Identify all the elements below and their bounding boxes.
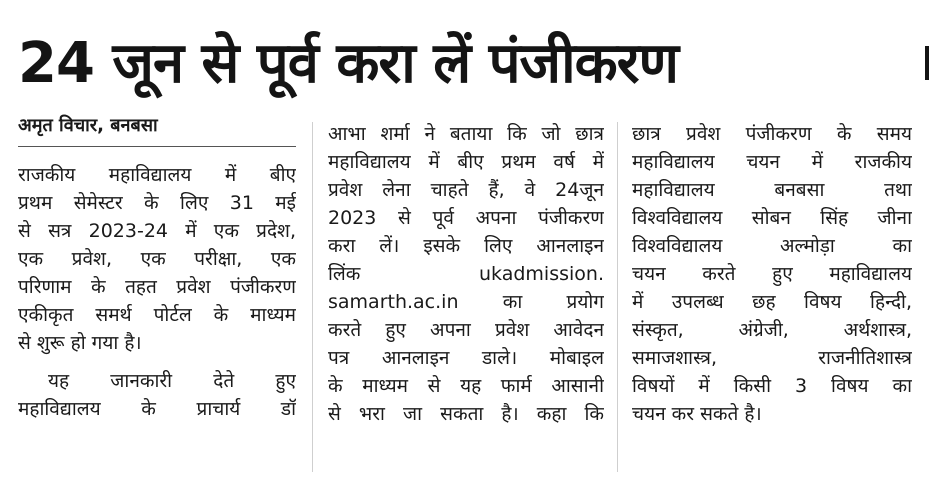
margin-mark — [925, 46, 929, 80]
text-line: महाविद्यालय के प्राचार्य डॉ — [18, 398, 296, 420]
text-line: संस्कृत, अंग्रेजी, अर्थशास्त्र, — [632, 319, 912, 341]
text-line: महाविद्यालय चयन में राजकीय — [632, 151, 912, 173]
article-column-2 — [328, 120, 604, 428]
text-line: के माध्यम से यह फार्म आसानी — [328, 375, 604, 397]
text-line: चयन करते हुए महाविद्यालय — [632, 263, 912, 285]
paragraph-gap — [18, 357, 296, 367]
article-column-1 — [18, 112, 296, 423]
text-line: परिणाम के तहत प्रवेश पंजीकरण — [18, 276, 296, 298]
text-line: से शुरू हो गया है। — [18, 332, 142, 354]
text-line: चयन कर सकते है। — [632, 403, 762, 425]
text-line: यह जानकारी देते हुए — [48, 370, 296, 392]
text-line: छात्र प्रवेश पंजीकरण के समय — [632, 123, 912, 145]
column-divider — [617, 122, 618, 472]
text-line: प्रवेश लेना चाहते हैं, वे 24जून — [328, 179, 604, 201]
text-line: 2023 से पूर्व अपना पंजीकरण — [328, 207, 604, 229]
text-line: राजकीय महाविद्यालय में बीए — [18, 164, 296, 186]
article-headline: 24 जून से पूर्व करा लें पंजीकरण — [18, 31, 678, 96]
text-line: से भरा जा सकता है। कहा कि — [328, 403, 604, 425]
byline: अमृत विचार, बनबसा — [18, 112, 296, 147]
text-line: महाविद्यालय में बीए प्रथम वर्ष में — [328, 151, 604, 173]
text-line: में उपलब्ध छह विषय हिन्दी, — [632, 291, 912, 313]
column-divider — [312, 122, 313, 472]
text-line: करा लें। इसके लिए आनलाइन — [328, 235, 604, 257]
text-line: विषयों में किसी 3 विषय का — [632, 375, 912, 397]
text-line: samarth.ac.in का प्रयोग — [328, 291, 604, 313]
text-line: आभा शर्मा ने बताया कि जो छात्र — [328, 123, 604, 145]
article-column-3 — [632, 120, 912, 428]
text-line: एक प्रवेश, एक परीक्षा, एक — [18, 248, 296, 270]
text-line: पत्र आनलाइन डाले। मोबाइल — [328, 347, 604, 369]
text-line: से सत्र 2023-24 में एक प्रदेश, — [18, 220, 296, 242]
text-line: एकीकृत समर्थ पोर्टल के माध्यम — [18, 304, 296, 326]
text-line: लिंक ukadmission. — [328, 263, 604, 285]
text-line: करते हुए अपना प्रवेश आवेदन — [328, 319, 604, 341]
text-line: विश्वविद्यालय सोबन सिंह जीना — [632, 207, 912, 229]
text-line: महाविद्यालय बनबसा तथा — [632, 179, 912, 201]
text-line: प्रथम सेमेस्टर के लिए 31 मई — [18, 192, 296, 214]
text-line: विश्वविद्यालय अल्मोड़ा का — [632, 235, 912, 257]
text-line: समाजशास्त्र, राजनीतिशास्त्र — [632, 347, 912, 369]
